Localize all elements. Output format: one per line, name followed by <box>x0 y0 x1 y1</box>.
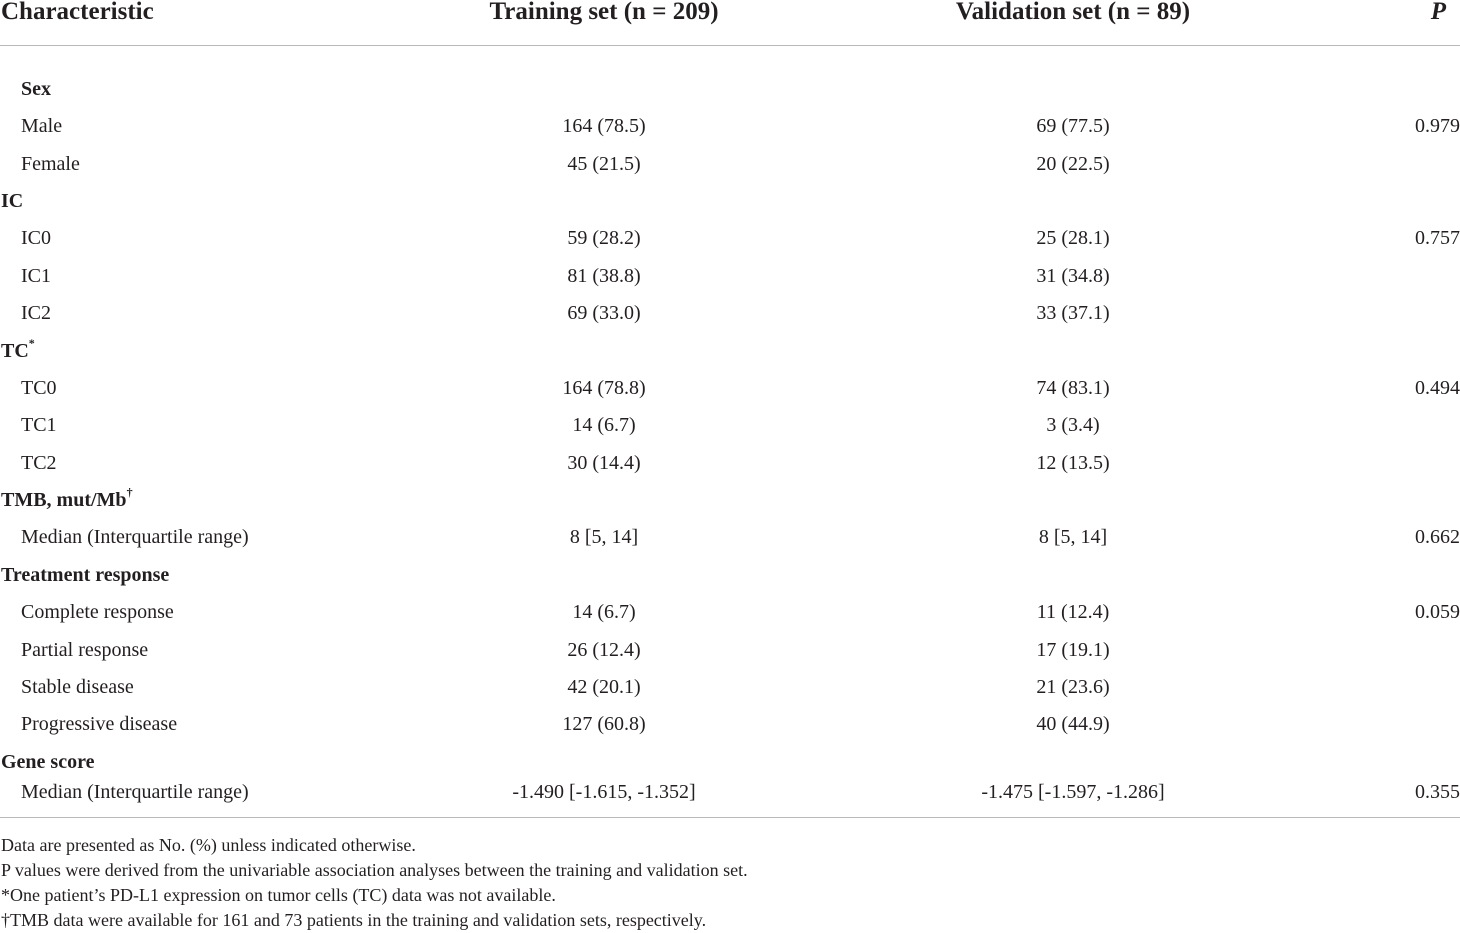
training-value: 14 (6.7) <box>572 601 636 624</box>
p-value-cell <box>1308 108 1460 145</box>
row-label-cell <box>0 706 370 743</box>
training-value-cell <box>370 258 838 295</box>
validation-value-cell <box>838 781 1308 818</box>
training-value: 8 [5, 14] <box>569 526 639 549</box>
validation-value-cell <box>838 631 1308 668</box>
validation-value: 17 (19.1) <box>1036 638 1110 661</box>
validation-value: 12 (13.5) <box>1036 451 1110 474</box>
row-label-cell <box>0 781 370 818</box>
p-value-cell <box>1308 295 1460 332</box>
footnote-line: †TMB data were available for 161 and 73 patients in the training and validation sets, respectively. <box>1 910 707 930</box>
training-value-cell <box>370 295 838 332</box>
group-label-cell <box>0 482 1460 519</box>
row-label-cell <box>0 594 370 631</box>
header-training-set: Training set (n = 209) <box>370 0 838 46</box>
validation-value-cell <box>838 407 1308 444</box>
row-label: TC2 <box>21 451 57 474</box>
footnote-line: Data are presented as No. (%) unless indicated otherwise. <box>1 835 416 855</box>
training-value-cell <box>370 445 838 482</box>
row-label-cell <box>0 108 370 145</box>
p-value: 0.757 <box>1415 227 1460 250</box>
row-label: Partial response <box>21 638 149 661</box>
validation-value: 11 (12.4) <box>1036 601 1110 624</box>
table-row <box>0 370 1460 407</box>
table-row <box>0 407 1460 444</box>
row-label-cell <box>0 370 370 407</box>
p-value-cell <box>1308 519 1460 556</box>
training-value: 26 (12.4) <box>567 638 641 661</box>
p-value-cell <box>1308 631 1460 668</box>
footnote-line: P values were derived from the univariable association analyses between the training and validation set. <box>1 860 748 880</box>
training-value-cell <box>370 370 838 407</box>
validation-value-cell <box>838 145 1308 182</box>
p-value: 0.662 <box>1415 526 1460 549</box>
row-label: IC0 <box>21 227 51 250</box>
group-label: IC <box>1 189 24 212</box>
validation-value: 21 (23.6) <box>1036 676 1110 699</box>
training-value: -1.490 [-1.615, -1.352] <box>512 781 696 804</box>
table-group-row <box>0 332 1460 369</box>
row-label-cell <box>0 519 370 556</box>
training-value: 59 (28.2) <box>567 227 641 250</box>
p-value-cell <box>1308 258 1460 295</box>
row-label-cell <box>0 220 370 257</box>
table-group-row <box>0 557 1460 594</box>
training-value-cell <box>370 220 838 257</box>
validation-value: 20 (22.5) <box>1036 152 1110 175</box>
p-value: 0.494 <box>1415 376 1460 399</box>
validation-value-cell <box>838 669 1308 706</box>
row-label-cell <box>0 295 370 332</box>
header-validation-set: Validation set (n = 89) <box>838 0 1308 46</box>
validation-value: 3 (3.4) <box>1046 414 1100 437</box>
p-value-cell <box>1308 220 1460 257</box>
group-label: TC <box>1 339 29 362</box>
group-label-cell <box>0 744 1460 781</box>
group-label-cell <box>0 183 1460 220</box>
row-label: IC1 <box>21 264 51 287</box>
p-value-cell <box>1308 594 1460 631</box>
validation-value: 33 (37.1) <box>1036 302 1110 325</box>
header-row <box>0 0 1460 46</box>
row-label: Stable disease <box>21 676 134 699</box>
table-row <box>0 669 1460 706</box>
p-value: 0.059 <box>1415 601 1460 624</box>
p-value-cell <box>1308 445 1460 482</box>
training-value-cell <box>370 631 838 668</box>
table-row <box>0 108 1460 145</box>
row-label: TC0 <box>21 376 57 399</box>
validation-value-cell <box>838 519 1308 556</box>
validation-value-cell <box>838 220 1308 257</box>
table-row <box>0 631 1460 668</box>
training-value-cell <box>370 519 838 556</box>
training-value-cell <box>370 145 838 182</box>
table-row <box>0 258 1460 295</box>
p-value-cell <box>1308 781 1460 818</box>
validation-value: 74 (83.1) <box>1036 376 1110 399</box>
training-value-cell <box>370 108 838 145</box>
group-label: Treatment response <box>1 563 170 586</box>
training-value: 164 (78.5) <box>562 115 646 138</box>
validation-value: 25 (28.1) <box>1036 227 1110 250</box>
training-value-cell <box>370 781 838 818</box>
training-value-cell <box>370 669 838 706</box>
training-value: 45 (21.5) <box>567 152 641 175</box>
training-value: 69 (33.0) <box>567 302 641 325</box>
footnote-marker: * <box>28 335 35 350</box>
p-value-cell <box>1308 669 1460 706</box>
validation-value-cell <box>838 706 1308 743</box>
row-label: Male <box>21 115 63 138</box>
header-characteristic: Characteristic <box>0 0 370 46</box>
training-value: 127 (60.8) <box>562 713 646 736</box>
validation-value: 69 (77.5) <box>1036 115 1110 138</box>
group-label-cell <box>0 46 1460 109</box>
group-label: Sex <box>21 77 51 100</box>
row-label: Median (Interquartile range) <box>21 526 249 549</box>
p-value-cell <box>1308 145 1460 182</box>
table-row <box>0 220 1460 257</box>
table-group-row <box>0 46 1460 109</box>
table-row <box>0 519 1460 556</box>
table-row <box>0 295 1460 332</box>
row-label-cell <box>0 407 370 444</box>
row-label-cell <box>0 145 370 182</box>
table-row <box>0 781 1460 818</box>
group-label-cell <box>0 332 1460 369</box>
table-row <box>0 594 1460 631</box>
row-label: Median (Interquartile range) <box>21 781 249 804</box>
p-value-cell <box>1308 407 1460 444</box>
group-label-cell <box>0 557 1460 594</box>
p-value: 0.979 <box>1415 115 1460 138</box>
row-label: TC1 <box>21 414 57 437</box>
training-value: 14 (6.7) <box>572 414 636 437</box>
training-value-cell <box>370 706 838 743</box>
validation-value-cell <box>838 594 1308 631</box>
row-label-cell <box>0 445 370 482</box>
p-value-cell <box>1308 706 1460 743</box>
footnote-marker: † <box>126 485 133 500</box>
table-row <box>0 145 1460 182</box>
training-value-cell <box>370 594 838 631</box>
validation-value: 31 (34.8) <box>1036 264 1110 287</box>
validation-value-cell <box>838 295 1308 332</box>
table-header <box>0 0 1460 46</box>
training-value-cell <box>370 407 838 444</box>
p-value-cell <box>1308 370 1460 407</box>
group-label: Gene score <box>1 750 95 773</box>
validation-value-cell <box>838 258 1308 295</box>
row-label-cell <box>0 631 370 668</box>
table-row <box>0 445 1460 482</box>
validation-value-cell <box>838 445 1308 482</box>
table-row <box>0 706 1460 743</box>
footnote-line: *One patient’s PD-L1 expression on tumor cells (TC) data was not available. <box>1 885 556 905</box>
row-label: IC2 <box>21 302 51 325</box>
validation-value: 40 (44.9) <box>1036 713 1110 736</box>
training-value: 42 (20.1) <box>567 676 641 699</box>
training-value: 164 (78.8) <box>562 376 646 399</box>
group-label: TMB, mut/Mb <box>1 489 127 512</box>
p-value: 0.355 <box>1415 781 1460 804</box>
table-footnotes <box>1 833 748 933</box>
validation-value-cell <box>838 370 1308 407</box>
training-value: 81 (38.8) <box>567 264 641 287</box>
row-label: Progressive disease <box>21 713 178 736</box>
row-label: Complete response <box>21 601 174 624</box>
training-value: 30 (14.4) <box>567 451 641 474</box>
validation-value: -1.475 [-1.597, -1.286] <box>981 781 1165 804</box>
row-label: Female <box>21 152 80 175</box>
validation-value-cell <box>838 108 1308 145</box>
validation-value: 8 [5, 14] <box>1038 526 1108 549</box>
table-group-row <box>0 482 1460 519</box>
row-label-cell <box>0 669 370 706</box>
table-group-row <box>0 183 1460 220</box>
table-body <box>0 46 1460 818</box>
table-group-row <box>0 744 1460 781</box>
row-label-cell <box>0 258 370 295</box>
header-p-value: P <box>1308 0 1460 46</box>
